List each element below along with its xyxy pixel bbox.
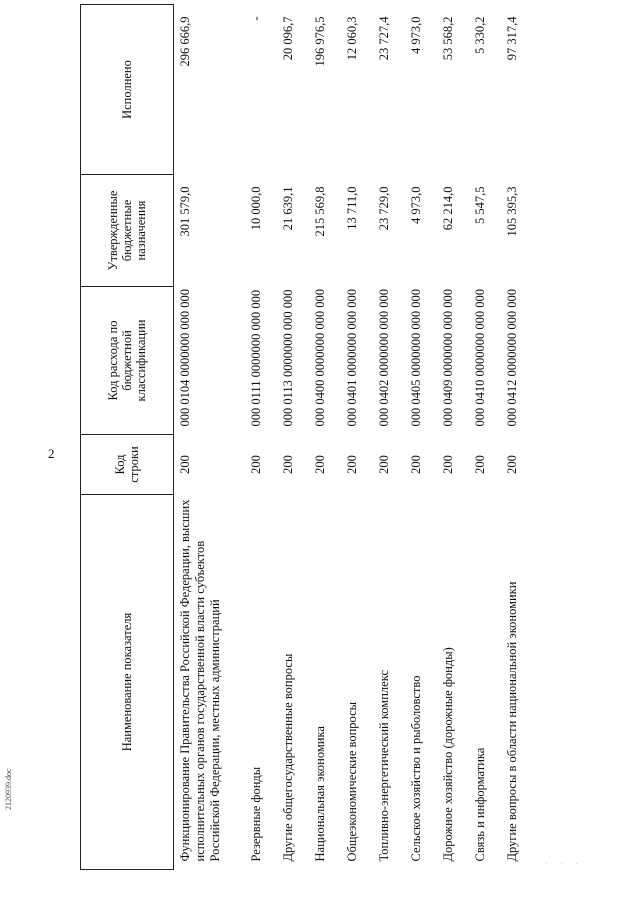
approved-value: 215 569,8 [313, 186, 327, 237]
indicator-name: Другие вопросы в области национальной экономики [505, 581, 519, 862]
indicator-name: Общеэкономические вопросы [345, 701, 359, 862]
row-code: 200 [505, 455, 519, 474]
approved-value: 13 711,0 [345, 186, 359, 230]
indicator-name: Сельское хозяйство и рыболовство [409, 675, 423, 862]
footer-document-code: 2120939.doc [4, 768, 13, 810]
header-executed: Исполнено [81, 5, 174, 175]
table-row [469, 5, 501, 870]
approved-value: 62 214,0 [441, 186, 455, 231]
executed-value: 20 096,7 [281, 16, 295, 61]
indicator-name: Дорожное хозяйство (дорожные фонды) [441, 647, 455, 862]
indicator-name: Национальная экономика [313, 726, 327, 862]
rotated-table-wrapper [80, 0, 549, 870]
table-row [437, 5, 469, 870]
table-row [245, 5, 277, 870]
row-code: 200 [313, 455, 327, 474]
table-row [373, 5, 405, 870]
approved-value: 23 729,0 [377, 186, 391, 231]
approved-value: 105 395,3 [505, 186, 519, 237]
executed-value: 5 330,2 [473, 16, 487, 54]
classification-code: 000 0113 0000000 000 000 [281, 289, 295, 427]
executed-value: - [249, 16, 263, 21]
indicator-name: Резервные фонды [249, 766, 263, 862]
table-header-row [81, 5, 174, 870]
row-code: 200 [345, 455, 359, 474]
classification-code: 000 0412 0000000 000 000 [505, 289, 519, 427]
indicator-name: Другие общегосударственные вопросы [281, 653, 295, 862]
row-code: 200 [281, 455, 295, 474]
header-row-code: Код строки [81, 435, 174, 495]
classification-code: 000 0410 0000000 000 000 [473, 289, 487, 427]
indicator-name: Функционирование Правительства Российской Федерации, высших исполнительных органов государственной власти субъектов Российской Федерации, местных администраций [178, 499, 222, 862]
approved-value: 5 547,5 [473, 186, 487, 224]
classification-code: 000 0111 0000000 000 000 [249, 289, 263, 427]
approved-value: 21 639,1 [281, 186, 295, 231]
table-row [405, 5, 437, 870]
table-row [174, 5, 246, 870]
classification-code: 000 0400 0000000 000 000 [313, 289, 327, 427]
indicator-name: Связь и информатика [473, 747, 487, 862]
row-code: 200 [409, 455, 423, 474]
approved-value: 4 973,0 [409, 186, 423, 224]
header-indicator-name: Наименование показателя [81, 495, 174, 870]
row-code: 200 [473, 455, 487, 474]
budget-execution-table [80, 4, 549, 870]
executed-value: 12 060,3 [345, 16, 359, 61]
table-row [309, 5, 341, 870]
approved-value: 301 579,0 [178, 186, 192, 237]
table-row [341, 5, 373, 870]
scan-specks: . . . [546, 860, 584, 866]
executed-value: 97 317,4 [505, 16, 519, 61]
classification-code: 000 0401 0000000 000 000 [345, 289, 359, 427]
row-code: 200 [377, 455, 391, 474]
row-code: 200 [178, 455, 192, 474]
row-code: 200 [249, 455, 263, 474]
table-row [501, 5, 549, 870]
header-classification-code: Код расхода по бюджетной классификации [81, 287, 174, 435]
classification-code: 000 0104 0000000 000 000 [178, 289, 192, 427]
classification-code: 000 0405 0000000 000 000 [409, 289, 423, 427]
executed-value: 196 976,5 [313, 16, 327, 67]
classification-code: 000 0402 0000000 000 000 [377, 289, 391, 427]
page-number: 2 [48, 446, 55, 461]
table-row [277, 5, 309, 870]
indicator-name: Топливно-энергетический комплекс [377, 670, 391, 862]
executed-value: 23 727,4 [377, 16, 391, 61]
executed-value: 53 568,2 [441, 16, 455, 61]
executed-value: 296 666,9 [178, 16, 192, 67]
executed-value: 4 973,0 [409, 16, 423, 54]
row-code: 200 [441, 455, 455, 474]
classification-code: 000 0409 0000000 000 000 [441, 289, 455, 427]
header-approved-assignments: Утвержденные бюджетные назначения [81, 175, 174, 287]
approved-value: 10 000,0 [249, 186, 263, 231]
